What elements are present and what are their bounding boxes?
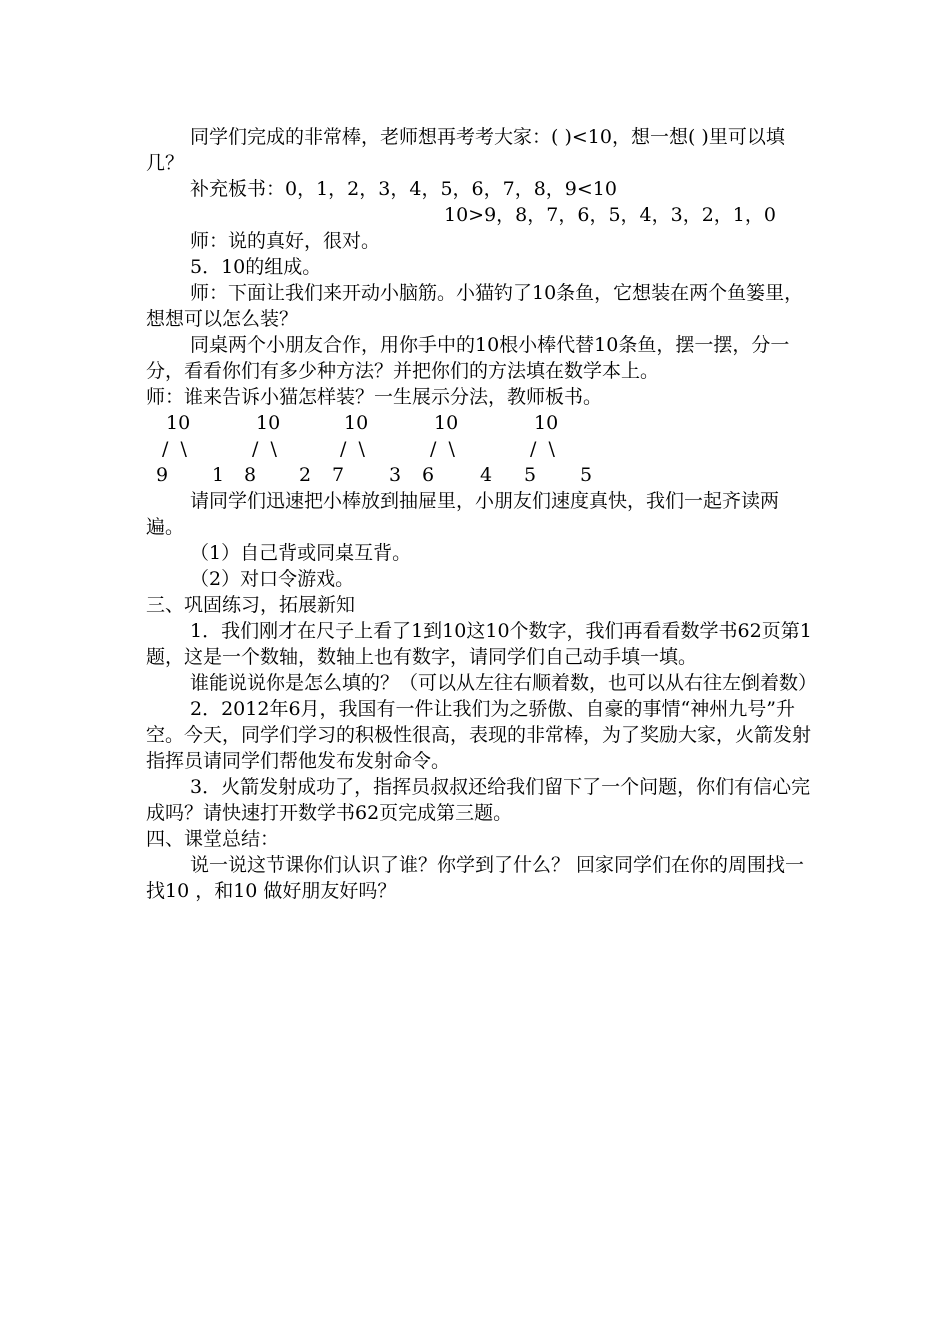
split-part: 5 — [580, 464, 593, 486]
split-part: 3 — [389, 464, 402, 486]
split-bottoms-row — [146, 462, 816, 488]
split-part: 7 — [332, 464, 345, 486]
paragraph-1: 同学们完成的非常棒，老师想再考考大家：( )<10，想一想( )里可以填几？ — [146, 126, 785, 174]
board-line-2: 10>9，8，7，6，5，4，3，2，1，0 — [444, 204, 776, 226]
split-part: 8 — [244, 464, 257, 486]
split-branches-row — [146, 436, 816, 462]
split-top: 10 — [166, 412, 191, 434]
split-part: 9 — [156, 464, 169, 486]
split-top: 10 — [256, 412, 281, 434]
split-part: 5 — [524, 464, 537, 486]
split-branch: / \ — [162, 438, 187, 460]
split-branch: / \ — [252, 438, 277, 460]
paragraph-2: 师：说的真好，很对。 — [190, 230, 381, 252]
paragraph-5: 同桌两个小朋友合作，用你手中的10根小棒代替10条鱼，摆一摆，分一分，看看你们有多少种方法？并把你们的方法填在数学本上。 — [146, 334, 790, 382]
split-part: 2 — [299, 464, 312, 486]
split-top: 10 — [434, 412, 459, 434]
split-branch: / \ — [340, 438, 365, 460]
paragraph-10: 1．我们刚才在尺子上看了1到10这10个数字，我们再看看数学书62页第1题，这是一个数轴，数轴上也有数字，请同学们自己动手填一填。 — [146, 620, 812, 668]
paragraph-11: 谁能说说你是怎么填的？（可以从左往右顺着数，也可以从右往左倒着数） — [190, 672, 818, 694]
section-heading-3: 三、巩固练习，拓展新知 — [146, 594, 356, 616]
paragraph-7: 请同学们迅速把小棒放到抽屉里，小朋友们速度真快，我们一起齐读两遍。 — [146, 490, 780, 538]
split-branch: / \ — [430, 438, 455, 460]
split-branch: / \ — [530, 438, 555, 460]
paragraph-6: 师：谁来告诉小猫怎样装？一生展示分法，教师板书。 — [146, 386, 603, 408]
document-body — [146, 124, 816, 904]
paragraph-14: 说一说这节课你们认识了谁？你学到了什么？ 回家同学们在你的周围找一找10 ，和10 做好朋友好吗？ — [146, 854, 805, 902]
paragraph-13: 3．火箭发射成功了，指挥员叔叔还给我们留下了一个问题，你们有信心完成吗？请快速打开数学书62页完成第三题。 — [146, 776, 811, 824]
paragraph-12: 2．2012年6月，我国有一件让我们为之骄傲、自豪的事情“神州九号”升空。今天，同学们学习的积极性很高，表现的非常棒，为了奖励大家，火箭发射指挥员请同学们帮他发布发射命令。 — [146, 698, 812, 772]
paragraph-8: （1）自己背或同桌互背。 — [190, 542, 412, 564]
section-heading-4: 四、课堂总结： — [146, 828, 280, 850]
split-part: 6 — [422, 464, 435, 486]
paragraph-9: （2）对口令游戏。 — [190, 568, 355, 590]
split-top: 10 — [534, 412, 559, 434]
paragraph-3: 5．10的组成。 — [190, 256, 322, 278]
split-tops-row — [146, 410, 816, 436]
paragraph-4: 师：下面让我们来开动小脑筋。小猫钓了10条鱼，它想装在两个鱼篓里，想想可以怎么装？ — [146, 282, 804, 330]
split-part: 4 — [480, 464, 493, 486]
split-part: 1 — [212, 464, 225, 486]
split-top: 10 — [344, 412, 369, 434]
board-line-1: 补充板书：0，1，2，3，4，5，6，7，8，9<10 — [190, 178, 617, 200]
